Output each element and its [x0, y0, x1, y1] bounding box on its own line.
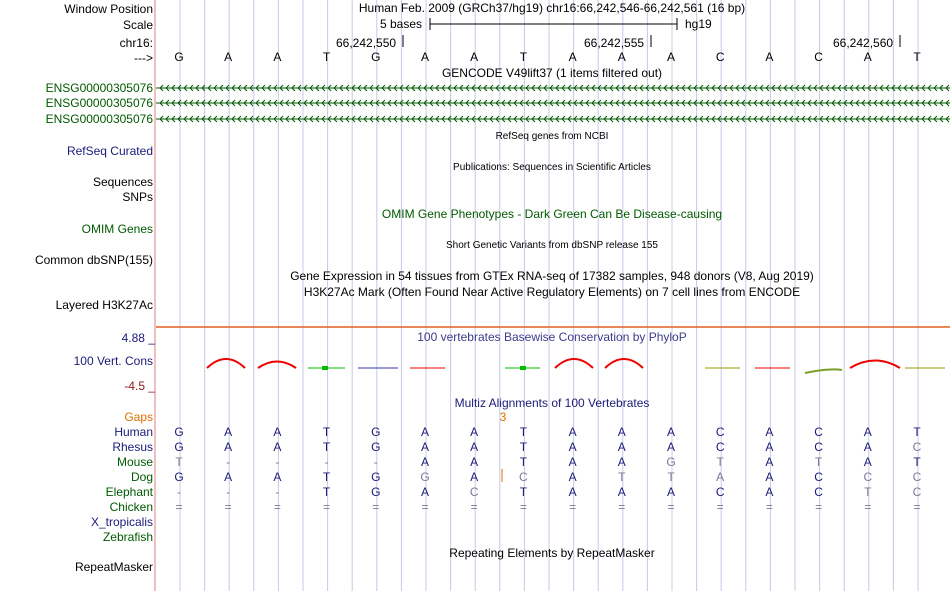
alignment-base: = [470, 500, 478, 514]
phylop-min-label: -4.5 _ [124, 379, 155, 393]
phylop-conservation-mark [322, 366, 328, 370]
omim-track-label[interactable]: OMIM Genes [81, 222, 153, 236]
alignment-base: A [420, 425, 430, 439]
alignment-base: T [519, 440, 528, 454]
alignment-base: A [224, 440, 233, 454]
alignment-base: G [371, 425, 381, 439]
reference-base: C [715, 50, 725, 64]
reference-base: A [273, 50, 282, 64]
alignment-base: = [421, 500, 429, 514]
phylop-track-label[interactable]: 100 Vert. Cons [73, 354, 153, 368]
species-label[interactable]: X_tropicalis [90, 515, 153, 529]
window-position-value: Human Feb. 2009 (GRCh37/hg19) chr16:66,242,546-66,242,561 (16 bp) [358, 1, 746, 15]
alignment-base: A [224, 470, 233, 484]
alignment-base: G [174, 440, 184, 454]
reference-base: A [666, 50, 676, 64]
alignment-base: C [469, 485, 479, 499]
alignment-base: - [324, 455, 329, 469]
species-label[interactable]: Elephant [105, 485, 153, 499]
alignment-base: T [322, 470, 331, 484]
gaps-count: 3 [499, 410, 507, 424]
alignment-base: A [863, 425, 872, 439]
alignment-base: - [275, 455, 280, 469]
alignment-base: A [716, 470, 725, 484]
reference-base: T [913, 50, 921, 64]
alignment-base: A [273, 440, 282, 454]
alignment-base: T [814, 455, 823, 469]
alignment-base: T [716, 455, 724, 469]
gencode-item-label[interactable]: ENSG00000305076 [45, 81, 153, 95]
alignment-base: - [226, 485, 231, 499]
species-label[interactable]: Dog [130, 470, 153, 484]
alignment-base: T [913, 455, 921, 469]
phylop-conservation-mark [258, 362, 296, 369]
publications-track-title[interactable]: Publications: Sequences in Scientific Articles [453, 162, 651, 173]
alignment-base: = [618, 500, 626, 514]
alignment-base: A [617, 425, 626, 439]
alignment-base: = [569, 500, 577, 514]
alignment-base: G [371, 440, 381, 454]
alignment-base: A [470, 470, 479, 484]
alignment-base: A [617, 455, 626, 469]
alignment-base: G [420, 470, 430, 484]
alignment-base: T [913, 425, 921, 439]
alignment-base: A [765, 425, 774, 439]
alignment-base: A [470, 425, 479, 439]
alignment-base: A [568, 470, 577, 484]
alignment-base: = [519, 500, 527, 514]
alignment-base: G [666, 455, 676, 469]
species-label[interactable]: Human [114, 425, 153, 439]
alignment-base: A [666, 440, 676, 454]
reference-base: A [568, 50, 577, 64]
dbsnp-track-label[interactable]: Common dbSNP(155) [34, 253, 153, 267]
alignment-base: A [765, 485, 774, 499]
alignment-base: T [519, 425, 528, 439]
dbsnp-track-title[interactable]: Short Genetic Variants from dbSNP release 155 [446, 240, 658, 251]
alignment-base: T [175, 455, 183, 469]
phylop-max-label: 4.88 _ [121, 331, 155, 345]
alignment-base: - [226, 455, 231, 469]
repeatmasker-track-label[interactable]: RepeatMasker [74, 560, 153, 574]
alignment-base: A [420, 455, 430, 469]
repeatmasker-track-title[interactable]: Repeating Elements by RepeatMasker [449, 546, 655, 560]
phylop-conservation-mark [850, 361, 900, 369]
refseq-track-title[interactable]: RefSeq genes from NCBI [495, 131, 609, 142]
alignment-base: A [224, 425, 233, 439]
alignment-base: A [420, 440, 430, 454]
coordinate-label: 66,242,555 [584, 36, 645, 50]
alignment-base: A [765, 455, 774, 469]
alignment-base: A [273, 425, 282, 439]
alignment-base: C [912, 485, 922, 499]
alignment-base: C [912, 440, 922, 454]
alignment-base: - [177, 485, 181, 499]
species-label[interactable]: Chicken [109, 500, 153, 514]
snps-track-label[interactable]: SNPs [122, 190, 153, 204]
alignment-base: = [716, 500, 724, 514]
window-position-label: Window Position [64, 2, 153, 16]
species-label[interactable]: Zebrafish [102, 530, 153, 544]
alignment-base: - [275, 485, 280, 499]
reference-base: A [617, 50, 626, 64]
gaps-label[interactable]: Gaps [124, 410, 153, 424]
phylop-track-title[interactable]: 100 vertebrates Basewise Conservation by PhyloP [417, 330, 687, 344]
reference-base: G [371, 50, 381, 64]
alignment-base: C [814, 485, 823, 499]
alignment-base: T [618, 470, 626, 484]
coordinate-label: 66,242,560 [833, 36, 894, 50]
gencode-track-title[interactable]: GENCODE V49lift37 (1 items filtered out) [441, 66, 663, 80]
alignment-base: T [322, 440, 331, 454]
alignment-base: A [863, 455, 872, 469]
alignment-base: A [666, 425, 676, 439]
alignment-base: = [765, 500, 773, 514]
alignment-base: = [913, 500, 921, 514]
alignment-base: C [715, 440, 725, 454]
reference-base: T [519, 50, 528, 64]
alignment-base: A [470, 440, 479, 454]
reference-base: A [470, 50, 479, 64]
phylop-conservation-mark [805, 369, 842, 373]
alignment-base: C [814, 470, 823, 484]
alignment-base: G [174, 470, 184, 484]
alignment-base: T [667, 470, 675, 484]
alignment-base: A [420, 485, 430, 499]
alignment-base: = [323, 500, 331, 514]
strand-arrow-label: ---> [134, 51, 153, 65]
reference-base: C [814, 50, 823, 64]
alignment-base: A [273, 470, 282, 484]
alignment-base: A [568, 425, 577, 439]
alignment-base: A [568, 440, 577, 454]
multiz-track-title[interactable]: Multiz Alignments of 100 Vertebrates [454, 396, 650, 410]
alignment-base: T [864, 485, 872, 499]
scale-value: 5 bases [380, 17, 423, 31]
alignment-base: A [617, 440, 626, 454]
gtex-track-title[interactable]: Gene Expression in 54 tissues from GTEx RNA-seq of 17382 samples, 948 donors (V8, Aug 2019) [290, 269, 814, 283]
reference-base: A [224, 50, 233, 64]
alignment-base: C [912, 470, 922, 484]
refseq-track-label[interactable]: RefSeq Curated [66, 144, 153, 158]
sequences-track-label[interactable]: Sequences [92, 175, 153, 189]
alignment-base: T [519, 455, 528, 469]
alignment-base: T [322, 425, 331, 439]
alignment-base: = [224, 500, 232, 514]
alignment-base: C [814, 440, 823, 454]
alignment-base: = [273, 500, 281, 514]
alignment-base: = [372, 500, 380, 514]
scale-label: Scale [122, 18, 153, 32]
reference-base: A [863, 50, 872, 64]
alignment-base: A [568, 485, 577, 499]
alignment-base: T [519, 485, 528, 499]
coordinate-label: 66,242,550 [336, 36, 397, 50]
reference-base: G [174, 50, 184, 64]
gencode-item-label[interactable]: ENSG00000305076 [45, 112, 153, 126]
reference-base: T [322, 50, 331, 64]
phylop-conservation-mark [520, 366, 526, 370]
species-label[interactable]: Rhesus [112, 440, 153, 454]
chrom-label: chr16: [119, 36, 153, 50]
alignment-base: C [863, 470, 873, 484]
phylop-conservation-mark [207, 359, 245, 368]
alignment-base: A [666, 485, 676, 499]
alignment-base: - [373, 455, 378, 469]
alignment-base: G [371, 470, 381, 484]
h3k27ac-track-title[interactable]: H3K27Ac Mark (Often Found Near Active Regulatory Elements) on 7 cell lines from ENCODE [303, 285, 801, 299]
gencode-item-label[interactable]: ENSG00000305076 [45, 96, 153, 110]
h3k27ac-track-label[interactable]: Layered H3K27Ac [55, 298, 153, 312]
alignment-base: A [470, 455, 479, 469]
alignment-base: G [371, 485, 381, 499]
alignment-base: C [715, 485, 725, 499]
alignment-base: C [519, 470, 528, 484]
alignment-base: A [765, 440, 774, 454]
alignment-base: C [814, 425, 823, 439]
alignment-base: = [815, 500, 823, 514]
scale-assembly: hg19 [685, 17, 712, 31]
alignment-base: A [568, 455, 577, 469]
alignment-base: G [174, 425, 184, 439]
alignment-base: C [715, 425, 725, 439]
phylop-conservation-mark [605, 359, 643, 368]
reference-base: A [420, 50, 430, 64]
alignment-base: = [667, 500, 675, 514]
alignment-base: A [863, 440, 872, 454]
species-label[interactable]: Mouse [116, 455, 153, 469]
reference-base: A [765, 50, 774, 64]
omim-track-title[interactable]: OMIM Gene Phenotypes - Dark Green Can Be Disease-causing [381, 207, 723, 221]
alignment-base: A [617, 485, 626, 499]
alignment-base: = [175, 500, 183, 514]
alignment-base: A [765, 470, 774, 484]
alignment-base: T [322, 485, 331, 499]
alignment-base: = [864, 500, 872, 514]
